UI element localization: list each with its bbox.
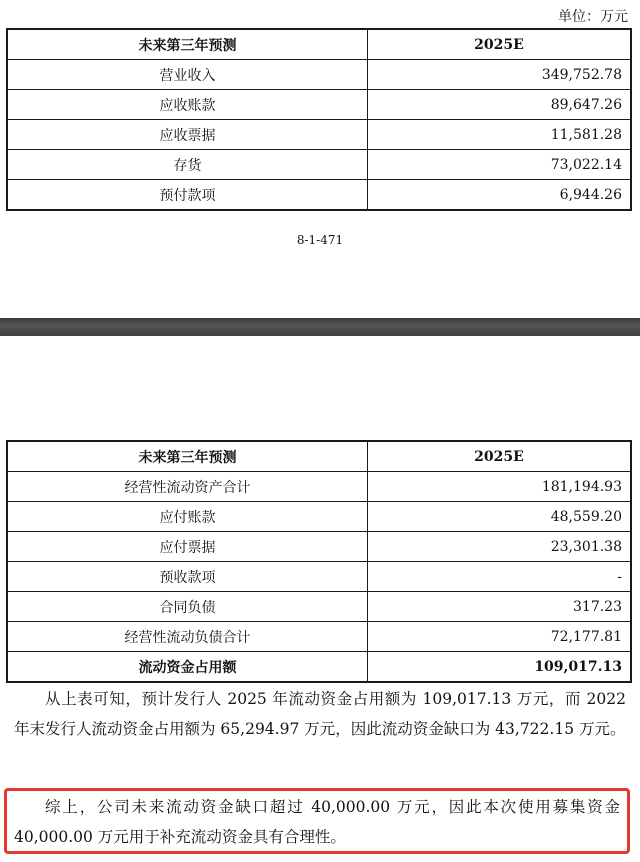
table-total-row: [7, 652, 631, 683]
table-row: [7, 532, 631, 562]
table-header-row: [7, 441, 631, 472]
row-label: 经营性流动资产合计: [7, 472, 368, 502]
total-label: 流动资金占用额: [7, 652, 368, 683]
row-value: 11,581.28: [368, 120, 632, 150]
row-label: 应付账款: [7, 502, 368, 532]
table-row: [7, 472, 631, 502]
row-value: 317.23: [368, 592, 632, 622]
row-label: 经营性流动负债合计: [7, 622, 368, 652]
row-value: 349,752.78: [368, 60, 632, 90]
row-value: 72,177.81: [368, 622, 632, 652]
table-row: [7, 562, 631, 592]
header-label-cell: 未来第三年预测: [7, 441, 368, 472]
table-row: [7, 90, 631, 120]
header-year-cell: 2025E: [368, 441, 632, 472]
table-row: [7, 150, 631, 180]
row-value: 181,194.93: [368, 472, 632, 502]
conclusion-paragraph: 综上，公司未来流动资金缺口超过 40,000.00 万元，因此本次使用募集资金 40,000.00 万元用于补充流动资金具有合理性。: [14, 798, 620, 846]
row-label: 应收账款: [7, 90, 368, 120]
unit-label: 单位：万元: [558, 9, 628, 25]
row-label: 应收票据: [7, 120, 368, 150]
table-row: [7, 622, 631, 652]
total-value: 109,017.13: [368, 652, 632, 683]
table-row: [7, 120, 631, 150]
row-value: 73,022.14: [368, 150, 632, 180]
table-row: [7, 502, 631, 532]
table-row: [7, 592, 631, 622]
table-row: [7, 180, 631, 211]
row-value: 89,647.26: [368, 90, 632, 120]
page-number: 8-1-471: [296, 233, 344, 247]
table-header-row: [7, 29, 631, 60]
analysis-paragraph: 从上表可知，预计发行人 2025 年流动资金占用额为 109,017.13 万元，而 2022 年末发行人流动资金占用额为 65,294.97 万元，因此流动资金缺口为 43,722.15 万元。: [14, 690, 626, 738]
table-row: [7, 60, 631, 90]
row-value: -: [368, 562, 632, 592]
page-divider: [0, 318, 640, 336]
row-label: 预付款项: [7, 180, 368, 211]
forecast-table-bottom: [6, 440, 632, 683]
header-label-cell: 未来第三年预测: [7, 29, 368, 60]
row-value: 23,301.38: [368, 532, 632, 562]
header-year-cell: 2025E: [368, 29, 632, 60]
row-label: 应付票据: [7, 532, 368, 562]
row-value: 48,559.20: [368, 502, 632, 532]
row-label: 预收款项: [7, 562, 368, 592]
row-label: 营业收入: [7, 60, 368, 90]
forecast-table-top: [6, 28, 632, 211]
row-label: 合同负债: [7, 592, 368, 622]
row-value: 6,944.26: [368, 180, 632, 211]
row-label: 存货: [7, 150, 368, 180]
